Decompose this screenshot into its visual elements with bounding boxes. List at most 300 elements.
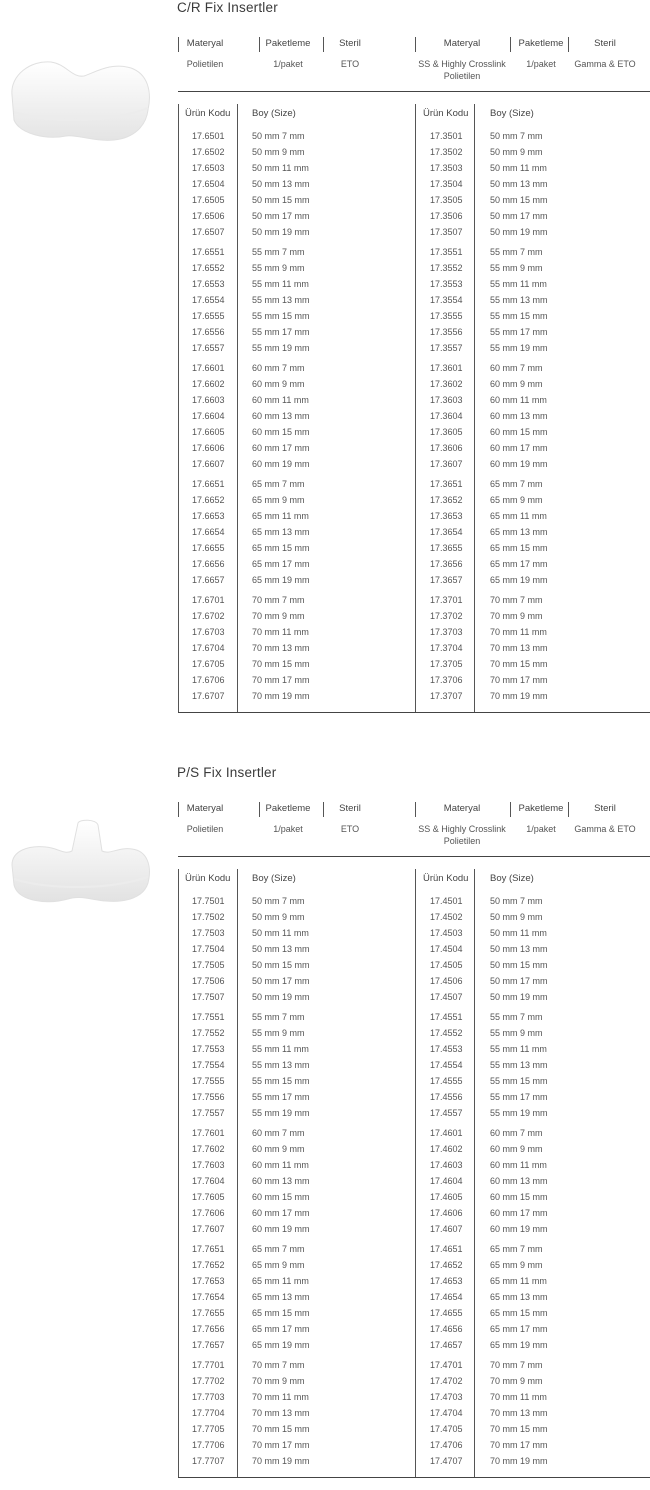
table-row: [430, 144, 550, 160]
product-code: 17.7501: [192, 896, 225, 906]
product-code: 17.4656: [430, 1324, 463, 1334]
product-size: 60 mm 13 mm: [490, 411, 548, 421]
table-row: [430, 128, 550, 144]
spec-header-label: Materyal: [443, 38, 481, 49]
table-row: [430, 1289, 550, 1305]
product-size: 55 mm 11 mm: [490, 279, 547, 289]
table-row: [430, 957, 550, 973]
product-code: 17.3703: [430, 627, 463, 637]
product-code: 17.4707: [430, 1456, 463, 1466]
product-code: 17.3505: [430, 195, 463, 205]
product-size: 60 mm 13 mm: [252, 1176, 310, 1186]
section-title: P/S Fix Insertler: [177, 765, 277, 780]
product-code: 17.4501: [430, 896, 463, 906]
product-code: 17.6705: [192, 659, 225, 669]
table-row: [192, 941, 312, 957]
product-size: 60 mm 11 mm: [490, 1160, 547, 1170]
product-size: 55 mm 13 mm: [252, 1060, 310, 1070]
product-code: 17.6607: [192, 459, 225, 469]
product-size: 60 mm 7 mm: [490, 363, 543, 373]
table-row: [192, 1453, 312, 1469]
product-code: 17.3503: [430, 163, 463, 173]
product-code: 17.6506: [192, 211, 225, 221]
product-size: 70 mm 11 mm: [490, 1392, 547, 1402]
product-code: 17.6655: [192, 543, 225, 553]
table-row: [192, 360, 312, 376]
product-code: 17.4606: [430, 1208, 463, 1218]
product-code: 17.6557: [192, 343, 225, 353]
table-row: [430, 556, 550, 572]
product-size: 65 mm 19 mm: [490, 1340, 548, 1350]
product-size: 50 mm 7 mm: [490, 131, 543, 141]
spec-header-label: Steril: [594, 803, 616, 814]
product-code: 17.3501: [430, 131, 463, 141]
product-size: 65 mm 11 mm: [490, 511, 547, 521]
product-size: 60 mm 7 mm: [490, 1128, 543, 1138]
size-column-header: Boy (Size): [252, 108, 296, 119]
product-size: 70 mm 9 mm: [490, 611, 543, 621]
product-code: 17.7653: [192, 1276, 225, 1286]
product-size: 70 mm 9 mm: [252, 1376, 305, 1386]
spec-value: 1/paket: [526, 824, 556, 834]
product-code: 17.4552: [430, 1028, 463, 1038]
table-row: [192, 1321, 312, 1337]
product-size: 70 mm 19 mm: [490, 1456, 548, 1466]
product-code: 17.6553: [192, 279, 225, 289]
table-row: [192, 1025, 312, 1041]
table-row: [192, 1189, 312, 1205]
table-row: [192, 224, 312, 240]
product-size: 60 mm 15 mm: [490, 427, 548, 437]
product-code: 17.3706: [430, 675, 463, 685]
spec-header-label: Steril: [594, 38, 616, 49]
table-row: [192, 276, 312, 292]
product-code: 17.3657: [430, 575, 463, 585]
product-size: 65 mm 15 mm: [252, 1308, 310, 1318]
spec-value: 1/paket: [273, 824, 303, 834]
product-size: 55 mm 13 mm: [252, 295, 310, 305]
table-row: [430, 1357, 550, 1373]
table-row: [192, 1057, 312, 1073]
product-size: 50 mm 7 mm: [490, 896, 543, 906]
table-row: [192, 1289, 312, 1305]
table-row: [192, 408, 312, 424]
product-size: 60 mm 11 mm: [252, 395, 309, 405]
table-row: [192, 893, 312, 909]
table-row: [430, 1105, 550, 1121]
table-bottom-rule: [178, 1477, 650, 1478]
product-code: 17.3602: [430, 379, 463, 389]
product-size: 65 mm 19 mm: [252, 1340, 310, 1350]
product-size: 50 mm 17 mm: [490, 211, 548, 221]
product-code: 17.6656: [192, 559, 225, 569]
product-size: 55 mm 17 mm: [490, 327, 548, 337]
product-code: 17.7705: [192, 1424, 225, 1434]
product-size: 65 mm 19 mm: [252, 575, 310, 585]
product-code: 17.3552: [430, 263, 463, 273]
spec-divider: [323, 37, 324, 52]
product-code: 17.7551: [192, 1012, 225, 1022]
product-size: 70 mm 17 mm: [252, 1440, 310, 1450]
product-size: 65 mm 15 mm: [490, 543, 548, 553]
table-row: [192, 476, 312, 492]
product-size: 60 mm 19 mm: [490, 459, 548, 469]
product-code: 17.3701: [430, 595, 463, 605]
table-row: [192, 925, 312, 941]
product-code: 17.6507: [192, 227, 225, 237]
product-code: 17.6501: [192, 131, 225, 141]
product-size: 55 mm 11 mm: [252, 1044, 309, 1054]
product-size: 55 mm 11 mm: [490, 1044, 547, 1054]
product-code: 17.6702: [192, 611, 225, 621]
product-code: 17.4555: [430, 1076, 463, 1086]
product-size: 60 mm 11 mm: [252, 1160, 309, 1170]
product-code: 17.6707: [192, 691, 225, 701]
product-size: 60 mm 15 mm: [252, 1192, 310, 1202]
table-row: [430, 1421, 550, 1437]
product-size: 65 mm 13 mm: [490, 1292, 548, 1302]
table-row: [192, 608, 312, 624]
spec-value: SS & Highly Crosslink Polietilen: [418, 824, 506, 846]
product-code: 17.7703: [192, 1392, 225, 1402]
table-row: [192, 909, 312, 925]
product-size: 65 mm 13 mm: [252, 527, 310, 537]
product-size: 50 mm 11 mm: [252, 163, 309, 173]
product-size: 65 mm 17 mm: [252, 559, 310, 569]
product-code: 17.7553: [192, 1044, 225, 1054]
spec-divider: [568, 802, 569, 817]
product-size: 50 mm 9 mm: [252, 912, 305, 922]
table-row: [192, 1437, 312, 1453]
product-size: 60 mm 13 mm: [252, 411, 310, 421]
spec-value: Gamma & ETO: [574, 824, 636, 834]
product-code: 17.4551: [430, 1012, 463, 1022]
table-row: [192, 640, 312, 656]
table-row: [192, 176, 312, 192]
product-size: 55 mm 19 mm: [490, 343, 548, 353]
product-code: 17.6504: [192, 179, 225, 189]
product-size: 50 mm 13 mm: [490, 179, 548, 189]
product-code: 17.3555: [430, 311, 463, 321]
product-size: 60 mm 9 mm: [490, 379, 543, 389]
table-row: [430, 1057, 550, 1073]
table-row: [192, 1337, 312, 1353]
product-code: 17.7502: [192, 912, 225, 922]
product-code: 17.3653: [430, 511, 463, 521]
spec-divider: [568, 37, 569, 52]
product-size: 70 mm 13 mm: [252, 1408, 310, 1418]
product-size: 70 mm 19 mm: [252, 691, 310, 701]
table-row: [192, 324, 312, 340]
code-column-header: Ürün Kodu: [423, 873, 469, 884]
product-size: 70 mm 11 mm: [252, 627, 309, 637]
product-size: 50 mm 13 mm: [252, 944, 310, 954]
product-size: 60 mm 17 mm: [252, 443, 310, 453]
table-row: [430, 1125, 550, 1141]
spec-value: 1/paket: [526, 59, 556, 69]
product-size: 50 mm 11 mm: [252, 928, 309, 938]
product-code: 17.7651: [192, 1244, 225, 1254]
product-code: 17.7607: [192, 1224, 225, 1234]
product-size: 65 mm 17 mm: [490, 1324, 548, 1334]
product-code: 17.6551: [192, 247, 225, 257]
table-row: [192, 376, 312, 392]
product-size: 50 mm 13 mm: [252, 179, 310, 189]
product-size: 65 mm 9 mm: [490, 495, 543, 505]
table-row: [430, 1205, 550, 1221]
table-row: [192, 1221, 312, 1237]
product-size: 50 mm 19 mm: [252, 227, 310, 237]
product-size: 60 mm 7 mm: [252, 363, 305, 373]
table-row: [430, 1373, 550, 1389]
table-row: [430, 656, 550, 672]
table-row: [430, 1173, 550, 1189]
product-size: 60 mm 11 mm: [490, 395, 547, 405]
table-row: [192, 1173, 312, 1189]
product-size: 55 mm 19 mm: [252, 1108, 310, 1118]
product-code: 17.4657: [430, 1340, 463, 1350]
product-code: 17.3607: [430, 459, 463, 469]
product-size: 55 mm 11 mm: [252, 279, 309, 289]
cr-section: [0, 0, 650, 720]
table-row: [192, 592, 312, 608]
product-code: 17.3557: [430, 343, 463, 353]
product-size: 55 mm 15 mm: [252, 311, 310, 321]
product-code: 17.4603: [430, 1160, 463, 1170]
spec-value: ETO: [340, 824, 360, 834]
product-code: 17.3601: [430, 363, 463, 373]
table-row: [192, 1073, 312, 1089]
product-code: 17.4702: [430, 1376, 463, 1386]
product-code: 17.7605: [192, 1192, 225, 1202]
product-code: 17.6701: [192, 595, 225, 605]
spec-header: [178, 34, 650, 92]
product-code: 17.7506: [192, 976, 225, 986]
code-column-header: Ürün Kodu: [185, 873, 231, 884]
product-code: 17.6603: [192, 395, 225, 405]
product-size: 70 mm 7 mm: [252, 595, 305, 605]
product-code: 17.3656: [430, 559, 463, 569]
table-row: [430, 672, 550, 688]
product-size: 70 mm 15 mm: [252, 1424, 310, 1434]
product-code: 17.4554: [430, 1060, 463, 1070]
product-size: 70 mm 7 mm: [252, 1360, 305, 1370]
product-code: 17.6706: [192, 675, 225, 685]
table-row: [192, 540, 312, 556]
product-code: 17.3707: [430, 691, 463, 701]
product-code: 17.7656: [192, 1324, 225, 1334]
product-code: 17.7552: [192, 1028, 225, 1038]
product-code: 17.7604: [192, 1176, 225, 1186]
product-size: 50 mm 7 mm: [252, 131, 305, 141]
table-row: [430, 524, 550, 540]
product-size: 50 mm 17 mm: [490, 976, 548, 986]
product-code: 17.7503: [192, 928, 225, 938]
spec-value: Polietilen: [186, 824, 224, 834]
product-code: 17.3704: [430, 643, 463, 653]
product-size: 70 mm 13 mm: [252, 643, 310, 653]
table-row: [430, 1453, 550, 1469]
size-column-header: Boy (Size): [490, 108, 534, 119]
product-code: 17.7704: [192, 1408, 225, 1418]
table-row: [192, 492, 312, 508]
product-size: 50 mm 15 mm: [252, 195, 310, 205]
table-row: [192, 672, 312, 688]
table-row: [430, 424, 550, 440]
product-size: 55 mm 19 mm: [252, 343, 310, 353]
product-size: 65 mm 13 mm: [490, 527, 548, 537]
table-row: [192, 208, 312, 224]
table-row: [430, 1009, 550, 1025]
product-code: 17.6601: [192, 363, 225, 373]
ps-section: [0, 765, 650, 1485]
table-row: [192, 392, 312, 408]
table-row: [192, 973, 312, 989]
product-code: 17.3556: [430, 327, 463, 337]
product-code: 17.7603: [192, 1160, 225, 1170]
table-row: [192, 572, 312, 588]
product-code: 17.4506: [430, 976, 463, 986]
product-code: 17.7706: [192, 1440, 225, 1450]
product-code: 17.4703: [430, 1392, 463, 1402]
product-size: 55 mm 9 mm: [252, 263, 305, 273]
code-column-header: Ürün Kodu: [185, 108, 231, 119]
table-row: [430, 260, 550, 276]
table-divider: [178, 869, 179, 1478]
table-row: [192, 308, 312, 324]
table-row: [192, 1205, 312, 1221]
table-row: [430, 1189, 550, 1205]
product-size: 50 mm 15 mm: [252, 960, 310, 970]
table-row: [192, 440, 312, 456]
product-code: 17.6605: [192, 427, 225, 437]
product-code: 17.6502: [192, 147, 225, 157]
table-row: [192, 1157, 312, 1173]
product-code: 17.4654: [430, 1292, 463, 1302]
product-size: 70 mm 9 mm: [490, 1376, 543, 1386]
table-row: [430, 1321, 550, 1337]
spec-value: Polietilen: [186, 59, 224, 69]
table-row: [192, 989, 312, 1005]
table-row: [192, 1305, 312, 1321]
product-size: 65 mm 17 mm: [252, 1324, 310, 1334]
table-row: [430, 456, 550, 472]
table-divider: [178, 104, 179, 713]
product-code: 17.4556: [430, 1092, 463, 1102]
table-divider: [415, 104, 416, 713]
product-code: 17.3507: [430, 227, 463, 237]
table-row: [192, 1257, 312, 1273]
table-row: [430, 340, 550, 356]
product-size: 60 mm 17 mm: [490, 443, 548, 453]
product-size: 70 mm 19 mm: [490, 691, 548, 701]
product-code: 17.3606: [430, 443, 463, 453]
product-size: 60 mm 7 mm: [252, 1128, 305, 1138]
product-size: 55 mm 13 mm: [490, 295, 548, 305]
product-code: 17.7701: [192, 1360, 225, 1370]
product-code: 17.6503: [192, 163, 225, 173]
table-row: [192, 1273, 312, 1289]
spec-value: Gamma & ETO: [574, 59, 636, 69]
product-code: 17.3705: [430, 659, 463, 669]
product-code: 17.7606: [192, 1208, 225, 1218]
product-size: 65 mm 7 mm: [252, 479, 305, 489]
spec-header: [178, 799, 650, 857]
product-code: 17.4601: [430, 1128, 463, 1138]
table-row: [192, 957, 312, 973]
product-size: 60 mm 9 mm: [252, 379, 305, 389]
product-size: 50 mm 11 mm: [490, 163, 547, 173]
size-column-header: Boy (Size): [252, 873, 296, 884]
product-code: 17.3654: [430, 527, 463, 537]
table-row: [430, 492, 550, 508]
product-size: 65 mm 11 mm: [252, 1276, 309, 1286]
product-code: 17.7505: [192, 960, 225, 970]
product-code: 17.6602: [192, 379, 225, 389]
product-code: 17.4704: [430, 1408, 463, 1418]
table-row: [192, 192, 312, 208]
section-title: C/R Fix Insertler: [177, 0, 278, 15]
table-row: [430, 1389, 550, 1405]
product-size: 55 mm 9 mm: [252, 1028, 305, 1038]
table-row: [430, 540, 550, 556]
table-row: [430, 925, 550, 941]
spec-value: 1/paket: [273, 59, 303, 69]
product-size: 65 mm 9 mm: [252, 1260, 305, 1270]
table-row: [192, 424, 312, 440]
spec-value: ETO: [340, 59, 360, 69]
table-row: [430, 324, 550, 340]
product-size: 50 mm 19 mm: [490, 227, 548, 237]
product-size: 70 mm 17 mm: [252, 675, 310, 685]
table-row: [430, 1337, 550, 1353]
product-code: 17.4503: [430, 928, 463, 938]
table-row: [192, 508, 312, 524]
product-code: 17.6704: [192, 643, 225, 653]
product-size: 55 mm 17 mm: [252, 1092, 310, 1102]
table-row: [430, 1437, 550, 1453]
product-size: 55 mm 7 mm: [490, 247, 543, 257]
spec-header-label: Materyal: [443, 803, 481, 814]
product-size: 65 mm 7 mm: [490, 479, 543, 489]
table-row: [430, 376, 550, 392]
product-code: 17.3604: [430, 411, 463, 421]
product-code: 17.3553: [430, 279, 463, 289]
table-row: [192, 160, 312, 176]
table-row: [430, 1041, 550, 1057]
table-row: [192, 1405, 312, 1421]
product-size: 65 mm 17 mm: [490, 559, 548, 569]
product-code: 17.4502: [430, 912, 463, 922]
table-row: [192, 1389, 312, 1405]
product-size: 60 mm 13 mm: [490, 1176, 548, 1186]
product-size: 50 mm 9 mm: [490, 912, 543, 922]
product-code: 17.6606: [192, 443, 225, 453]
product-code: 17.4651: [430, 1244, 463, 1254]
table-row: [430, 208, 550, 224]
product-size: 60 mm 17 mm: [490, 1208, 548, 1218]
product-code: 17.7557: [192, 1108, 225, 1118]
table-row: [430, 572, 550, 588]
product-size: 70 mm 15 mm: [490, 1424, 548, 1434]
table-row: [192, 260, 312, 276]
table-row: [192, 128, 312, 144]
product-code: 17.4706: [430, 1440, 463, 1450]
product-size: 65 mm 19 mm: [490, 575, 548, 585]
spec-header-label: Steril: [339, 38, 361, 49]
table-row: [430, 308, 550, 324]
product-size: 60 mm 9 mm: [252, 1144, 305, 1154]
